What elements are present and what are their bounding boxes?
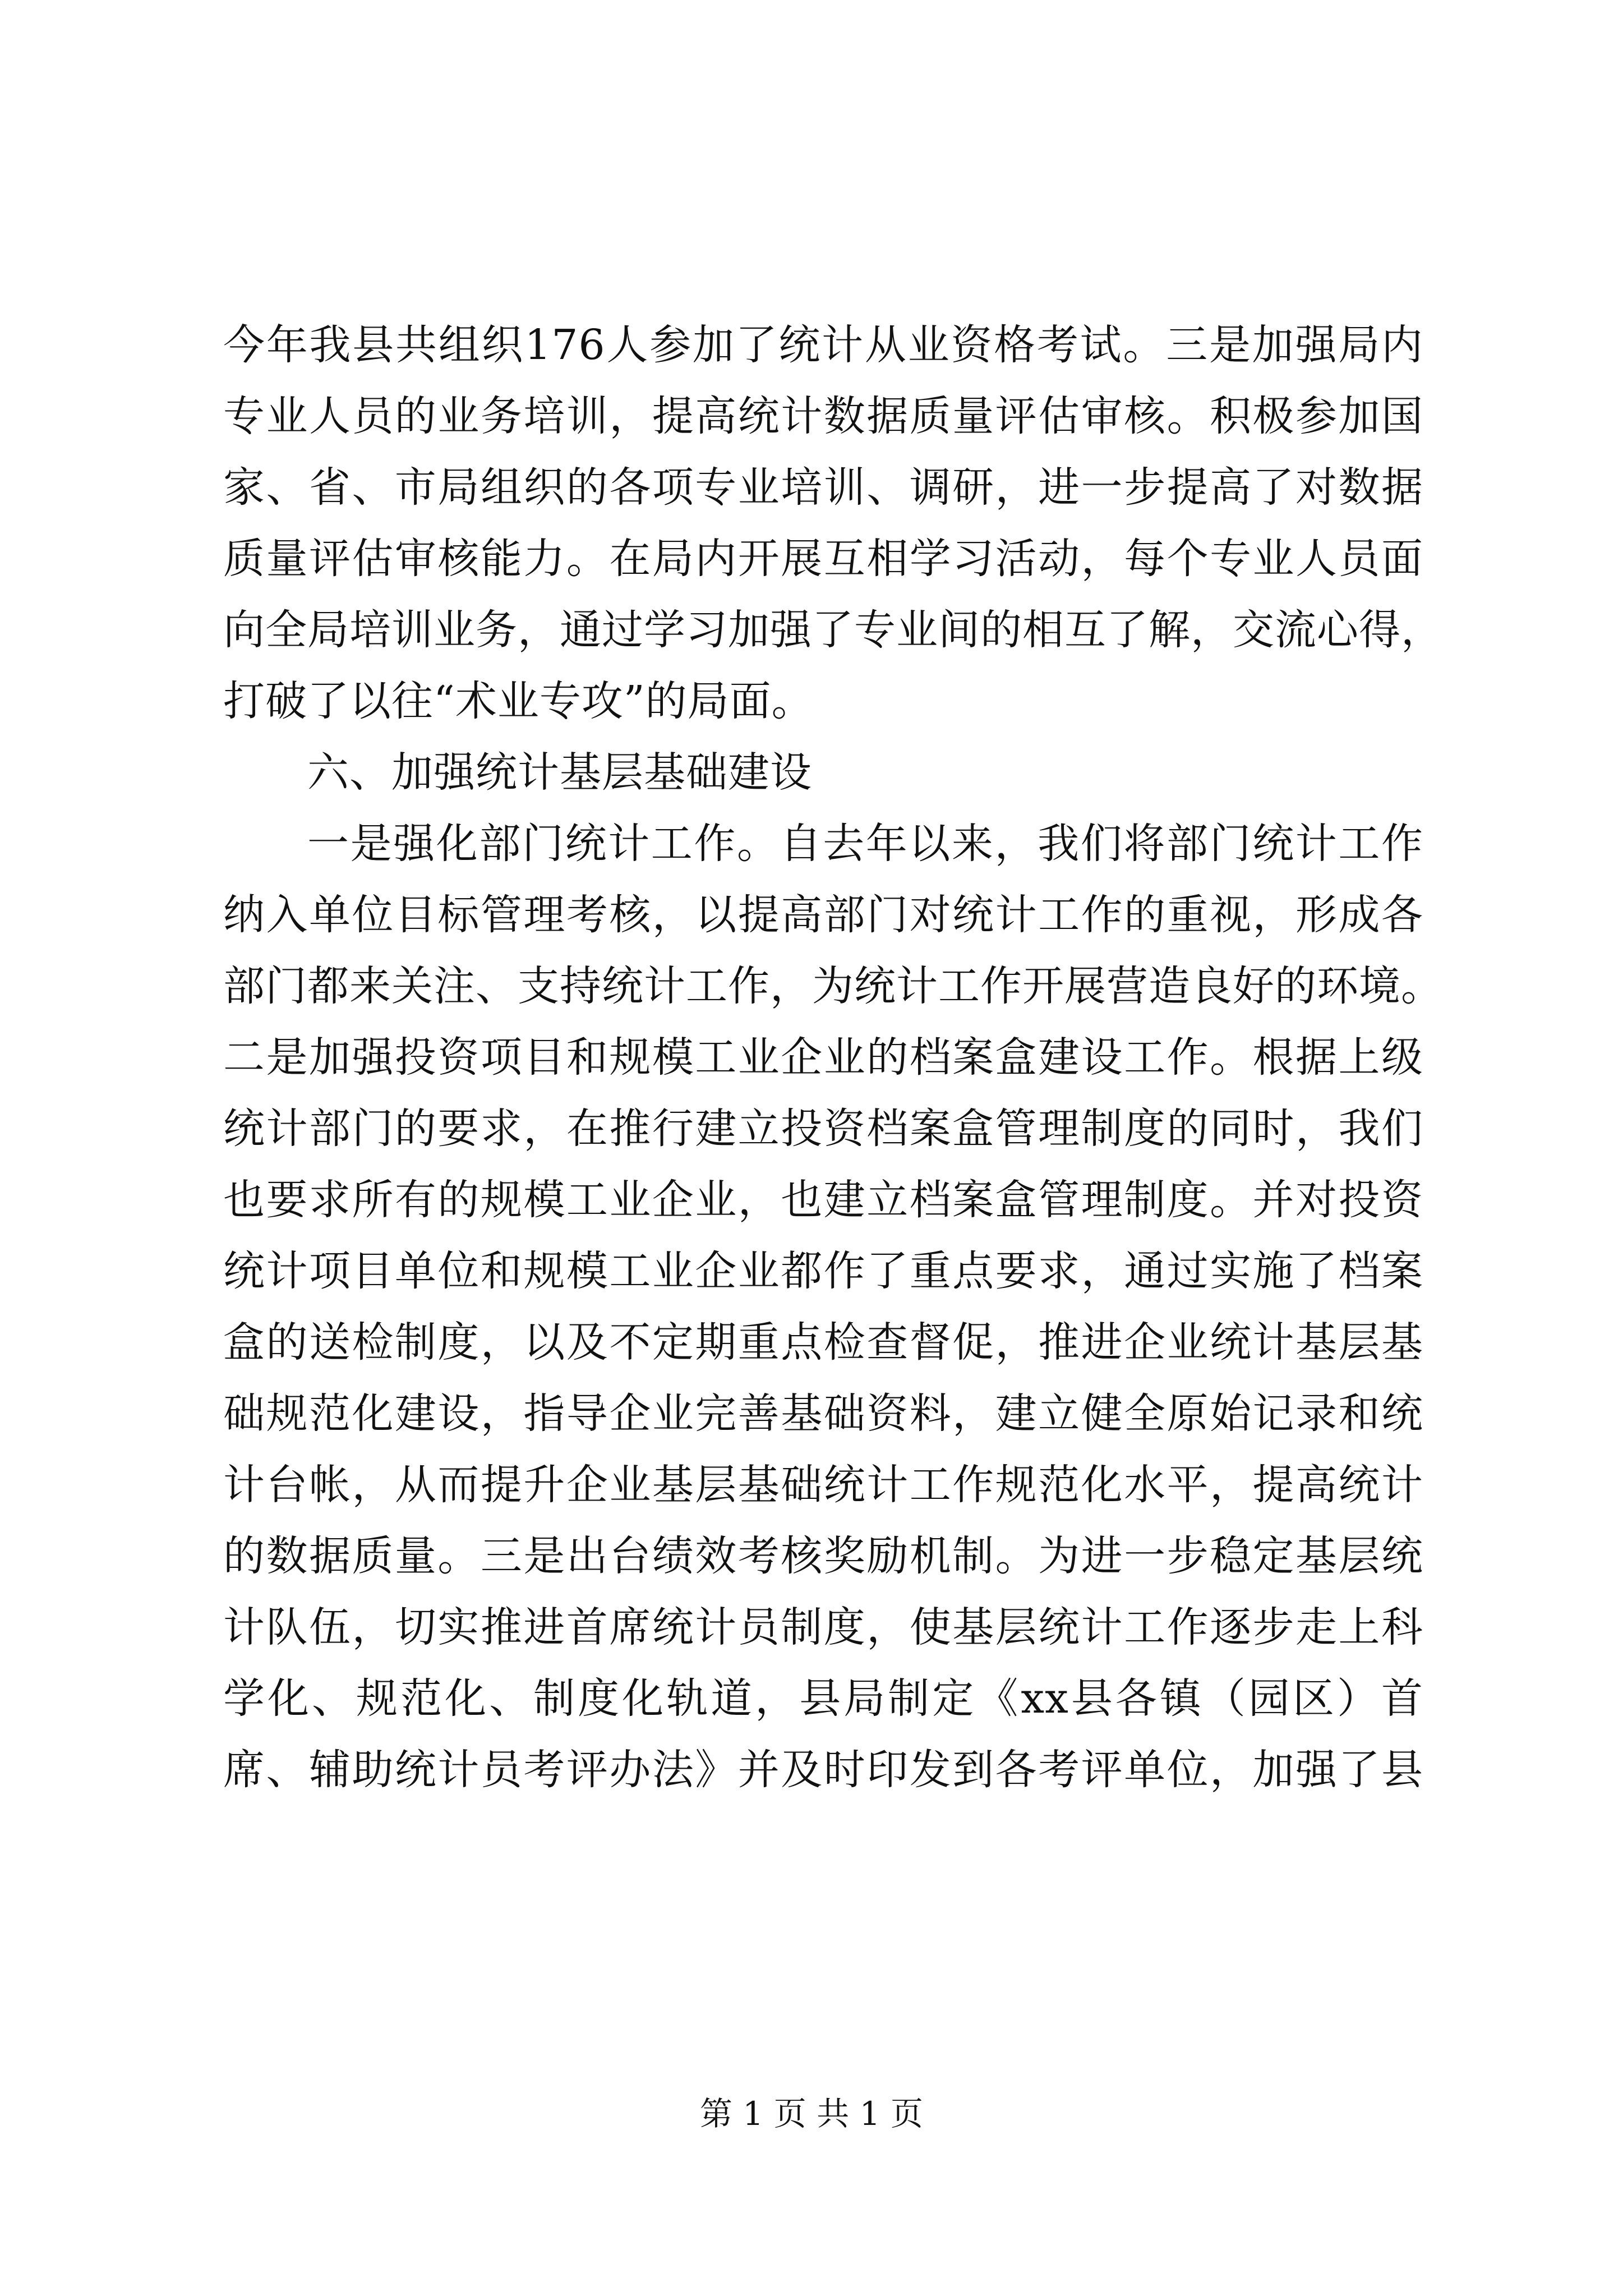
page-number-footer: 第 1 页 共 1 页 bbox=[700, 2095, 923, 2133]
body-text-line: 一是强化部门统计工作。自去年以来，我们将部门统计工作 bbox=[307, 820, 1423, 868]
body-text-line: 盒的送检制度，以及不定期重点检查督促，推进企业统计基层基 bbox=[223, 1318, 1423, 1366]
body-text-line: 打破了以往“术业专攻”的局面。 bbox=[223, 677, 814, 725]
body-text-line: 也要求所有的规模工业企业，也建立档案盒管理制度。并对投资 bbox=[223, 1176, 1423, 1224]
body-text-line: 计队伍，切实推进首席统计员制度，使基层统计工作逐步走上科 bbox=[223, 1603, 1423, 1651]
body-text-line: 础规范化建设，指导企业完善基础资料，建立健全原始记录和统 bbox=[223, 1389, 1423, 1438]
body-text-line: 专业人员的业务培训，提高统计数据质量评估审核。积极参加国 bbox=[223, 392, 1423, 440]
body-text-line: 纳入单位目标管理考核，以提高部门对统计工作的重视，形成各 bbox=[223, 891, 1423, 939]
body-text-line: 向全局培训业务，通过学习加强了专业间的相互了解，交流心得， bbox=[223, 606, 1443, 654]
body-text-line: 计台帐，从而提升企业基层基础统计工作规范化水平，提高统计 bbox=[223, 1461, 1423, 1509]
body-text-line: 部门都来关注、支持统计工作，为统计工作开展营造良好的环境。 bbox=[223, 962, 1443, 1010]
body-text-line: 的数据质量。三是出台绩效考核奖励机制。为进一步稳定基层统 bbox=[223, 1532, 1423, 1580]
body-text-line: 质量评估审核能力。在局内开展互相学习活动，每个专业人员面 bbox=[223, 535, 1423, 583]
body-text-line: 统计项目单位和规模工业企业都作了重点要求，通过实施了档案 bbox=[223, 1247, 1423, 1295]
section-heading: 六、加强统计基层基础建设 bbox=[307, 748, 812, 797]
body-text-line: 二是加强投资项目和规模工业企业的档案盒建设工作。根据上级 bbox=[223, 1033, 1423, 1082]
body-text-line: 统计部门的要求，在推行建立投资档案盒管理制度的同时，我们 bbox=[223, 1105, 1423, 1153]
body-text-line: 今年我县共组织176人参加了统计从业资格考试。三是加强局内 bbox=[223, 321, 1423, 369]
body-text-line: 学化、规范化、制度化轨道，县局制定《xx县各镇（园区）首 bbox=[223, 1674, 1423, 1723]
body-text-line: 席、辅助统计员考评办法》并及时印发到各考评单位，加强了县 bbox=[223, 1746, 1423, 1794]
body-text-line: 家、省、市局组织的各项专业培训、调研，进一步提高了对数据 bbox=[223, 463, 1423, 512]
